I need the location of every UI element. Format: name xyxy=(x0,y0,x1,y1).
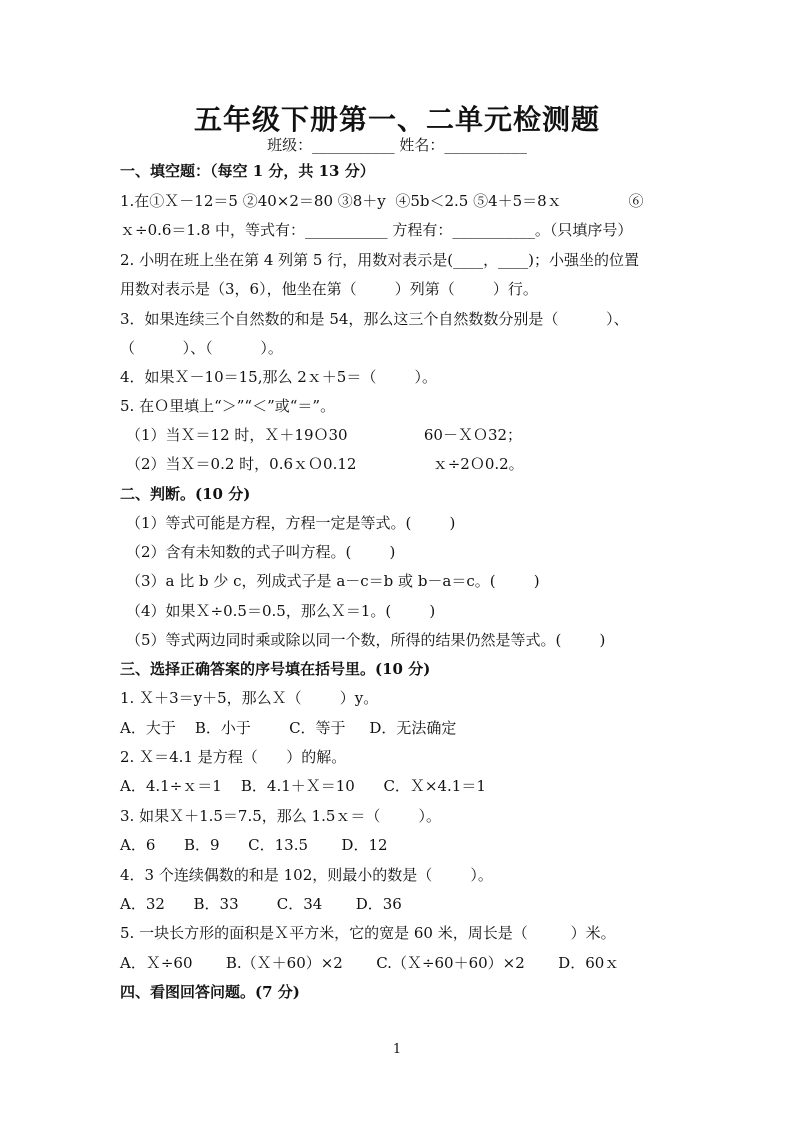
choice-4-question: 4．3 个连续偶数的和是 102，则最小的数是（ ）。 xyxy=(120,866,493,884)
choice-5-options: A．Ｘ÷60 B.（Ｘ＋60）×2 C.（Ｘ÷60＋60）×2 D．60ｘ xyxy=(120,954,620,972)
choice-3-options: A．6 B．9 C．13.5 D．12 xyxy=(120,836,388,854)
judge-item-3: （3）a 比 b 少 c，列成式子是 a－c＝b 或 b－a＝c。( ) xyxy=(126,572,540,590)
choice-2-question: 2. Ｘ＝4.1 是方程（ ）的解。 xyxy=(120,748,347,766)
judge-item-2: （2）含有未知数的式子叫方程。( ) xyxy=(126,543,396,561)
section-3-heading: 三、选择正确答案的序号填在括号里。(10 分) xyxy=(120,660,431,678)
question-5-item-2: （2）当Ｘ＝0.2 时，0.6ｘＯ0.12 ｘ÷2Ｏ0.2。 xyxy=(126,455,524,473)
section-1-heading: 一、填空题：（每空 1 分，共 13 分） xyxy=(120,162,375,180)
choice-3-question: 3. 如果Ｘ＋1.5＝7.5，那么 1.5ｘ＝（ ）。 xyxy=(120,807,442,825)
question-5-item-1: （1）当Ｘ＝12 时，Ｘ＋19Ｏ30 60－ＸＯ32； xyxy=(126,426,523,444)
section-2-heading: 二、判断。(10 分) xyxy=(120,485,251,503)
question-2-line-1: 2. 小明在班上坐在第 4 列第 5 行，用数对表示是(____，____)；小强坐的位置 xyxy=(120,251,639,269)
choice-5-question: 5. 一块长方形的面积是Ｘ平方米，它的宽是 60 米，周长是（ ）米。 xyxy=(120,924,616,942)
page-number: 1 xyxy=(392,1042,402,1057)
question-5: 5. 在Ｏ里填上“＞”“＜”或“＝”。 xyxy=(120,397,336,415)
question-3-line-2: （ ）、（ ）。 xyxy=(120,339,283,357)
choice-1-question: 1. Ｘ＋3＝y＋5，那么Ｘ（ ）y。 xyxy=(120,689,379,707)
section-4-heading: 四、看图回答问题。(7 分) xyxy=(120,983,300,1001)
choice-2-options: A．4.1÷ｘ＝1 B．4.1＋Ｘ＝10 C．Ｘ×4.1＝1 xyxy=(120,777,486,795)
choice-4-options: A．32 B．33 C．34 D．36 xyxy=(120,895,402,913)
question-1-line-1: 1.在①Ｘ－12＝5 ②40×2＝80 ③8＋y ④5b＜2.5 ⑤4＋5＝8ｘ ⑥ xyxy=(120,192,644,210)
judge-item-4: （4）如果Ｘ÷0.5＝0.5，那么Ｘ＝1。( ) xyxy=(126,602,436,620)
judge-item-5: （5）等式两边同时乘或除以同一个数，所得的结果仍然是等式。( ) xyxy=(126,631,606,649)
question-1-line-2: ｘ÷0.6＝1.8 中，等式有：___________ 方程有：___________。（只填序号） xyxy=(120,221,633,239)
question-3-line-1: 3．如果连续三个自然数的和是 54，那么这三个自然数数分别是（ ）、 xyxy=(120,310,629,328)
page-title: 五年级下册第一、二单元检测题 xyxy=(193,103,600,136)
question-4: 4．如果Ｘ－10＝15,那么 2ｘ＋5＝（ ）。 xyxy=(120,368,437,386)
judge-item-1: （1）等式可能是方程，方程一定是等式。( ) xyxy=(126,514,456,532)
choice-1-options: A．大于 B．小于 C．等于 D．无法确定 xyxy=(120,719,457,737)
question-2-line-2: 用数对表示是（3，6），他坐在第（ ）列第（ ）行。 xyxy=(120,280,538,298)
name-fields: 班级：___________ 姓名：___________ xyxy=(267,136,527,154)
